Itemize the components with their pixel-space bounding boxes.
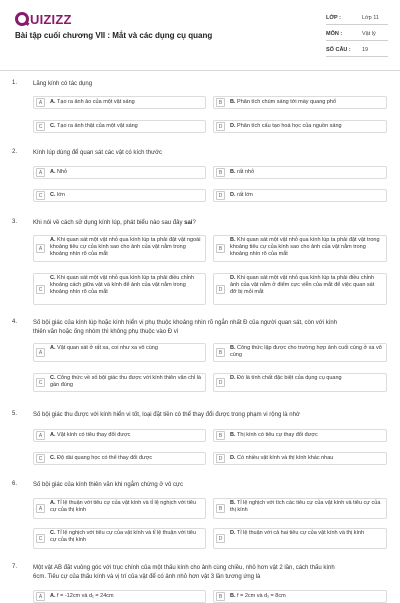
option-letter-badge: B [216,348,225,357]
option-letter-badge: D [216,454,225,463]
question-number: 2. [12,149,18,155]
option-text: D. Phân tích cấu tạo hoá học của nguồn sáng [230,123,342,129]
header-divider [0,70,400,71]
option-text: D. Có nhiều vật kính và thị kính khác nhau [230,455,334,461]
meta-label: LỚP : [326,15,341,21]
meta-underline [326,24,388,25]
answer-option-d[interactable] [213,120,387,133]
answer-option-d[interactable] [213,528,387,549]
option-letter-badge: D [216,534,225,543]
answer-option-a[interactable] [33,235,206,262]
answer-option-b[interactable] [213,498,387,519]
option-text: D. rất lớn [230,192,253,198]
meta-value: Lớp 11 [362,15,379,21]
worksheet-header [0,0,400,66]
question-number: 7. [12,564,18,570]
meta-label: SỐ CÂU : [326,47,351,53]
answer-option-c[interactable] [33,273,206,305]
option-letter-badge: D [216,191,225,200]
question-text: Kính lúp dùng để quan sát các vật có kích thước [33,150,163,156]
option-text: C. Tạo ra ảnh thật của một vật sáng [50,123,138,129]
option-text: D. Khi quan sát một vật nhỏ qua kính lúp ta phải điều chỉnh ảnh của vật nằm ở điểm cực viễn của mắt để việc quan sát đỡ bị mỏi mắt [230,275,375,295]
question-text: Số bội giác thu được với kính hiển vi tốt, loại đặt tiền có thể thay đổi được trong phạm vi rộng là nhờ [33,412,300,418]
option-letter-badge: C [36,454,45,463]
option-letter-badge: C [36,285,45,294]
option-text: B. Thị kính có tiêu cự thay đổi được [230,432,318,438]
answer-option-a[interactable] [33,96,206,109]
meta-value: Vật lý [362,31,376,37]
option-text: D. Tỉ lệ thuận với cả hai tiêu cự của vật kính và thị kính [230,530,365,536]
option-letter-badge: B [216,168,225,177]
answer-option-c[interactable] [33,528,206,549]
answer-option-b[interactable] [213,429,387,442]
option-letter-badge: D [216,122,225,131]
option-text: B. Khi quan sát một vật nhỏ qua kính lúp ta phải đặt vật trong khoảng tiêu cự của kính sao cho ảnh của vật nằm trong khoảng nhìn rõ của mắt [230,237,380,257]
option-letter-badge: A [36,504,45,513]
answer-option-c[interactable] [33,373,206,392]
answer-option-a[interactable] [33,498,206,519]
option-letter-badge: A [36,431,45,440]
option-text: A. f = -12cm và d₁ = 24cm [50,593,114,599]
option-text: C. Độ dài quang học có thể thay đổi được [50,455,153,461]
answer-option-c[interactable] [33,452,206,465]
option-letter-badge: A [36,168,45,177]
question-text: Khi nói về cách sử dụng kính lúp, phát biểu nào sau đây sai? [33,220,196,226]
answer-option-d[interactable] [213,189,387,202]
option-text: B. Tỉ lệ nghịch với tích các tiêu cự của vật kính và tiêu cự của thị kính [230,500,381,513]
quizizz-logo [15,10,72,28]
meta-label: MÔN : [326,31,343,37]
option-text: A. Vật quan sát ở rất xa, coi như xa vô cùng [50,345,158,351]
question-number: 1. [12,80,18,86]
meta-underline [326,56,388,57]
option-letter-badge: A [36,98,45,107]
option-text: B. rất nhỏ [230,169,255,175]
option-letter-badge: B [216,504,225,513]
question-number: 3. [12,219,18,225]
answer-option-c[interactable] [33,189,206,202]
question-text: Lăng kính có tác dụng [33,81,93,87]
answer-option-a[interactable] [33,343,206,362]
question-text: Một vật AB đặt vuông góc với trục chính của một thấu kính cho ảnh cùng chiều, nhỏ hơn vật 2 lần, cách thấu kính 6cm. Tiêu cự của thấu kính và vị trí của vật để có ảnh nhỏ hơn vật 3 lần tương ứng là [33,565,335,580]
option-letter-badge: A [36,348,45,357]
option-text: B. f = 2cm và d₁ = 8cm [230,593,286,599]
answer-option-b[interactable] [213,166,387,179]
question-number: 4. [12,319,18,325]
option-letter-badge: B [216,592,225,601]
option-text: A. Tạo ra ảnh ảo của một vật sáng [50,99,135,105]
meta-underline [326,40,388,41]
option-letter-badge: C [36,534,45,543]
option-letter-badge: C [36,378,45,387]
question-text: Số bội giác của kính lúp hoặc kính hiển vi phụ thuộc khoảng nhìn rõ ngắn nhất Đ của người quan sát, còn với kính thiên văn hoặc ống nhòm thì không phụ thuộc vào Đ vì [33,320,338,335]
answer-option-b[interactable] [213,96,387,109]
logo-q-icon [15,12,29,26]
answer-option-a[interactable] [33,429,206,442]
answer-option-b[interactable] [213,590,387,603]
option-text: D. Đó là tính chất đặc biệt của dụng cụ quang [230,375,342,381]
meta-value: 19 [362,47,369,53]
answer-option-d[interactable] [213,273,387,305]
question-number: 6. [12,481,18,487]
answer-option-b[interactable] [213,235,387,262]
option-letter-badge: B [216,244,225,253]
option-text: A. Khi quan sát một vật nhỏ qua kính lúp ta phải đặt vật ngoài khoảng tiêu cự của kính sao cho ảnh của vật nằm trong khoảng nhìn rõ của mắt [50,237,201,257]
answer-option-d[interactable] [213,452,387,465]
quiz-title: Bài tập cuối chương VII : Mắt và các dụng cụ quang [15,31,213,40]
answer-option-a[interactable] [33,166,206,179]
answer-option-a[interactable] [33,590,206,603]
option-letter-badge: D [216,378,225,387]
option-letter-badge: A [36,592,45,601]
answer-option-c[interactable] [33,120,206,133]
option-text: C. Tỉ lệ nghịch với tiêu cự của vật kính và tỉ lệ thuận với tiêu cự của thị kính [50,530,197,543]
option-text: B. Công thức lập được cho trường hợp ảnh cuối cùng ở xa vô cùng [230,345,382,358]
answer-option-d[interactable] [213,373,387,392]
option-letter-badge: C [36,191,45,200]
option-letter-badge: B [216,98,225,107]
logo-text: UIZIZZ [30,11,72,27]
option-text: C. Khi quan sát một vật nhỏ qua kính lúp ta phải điều chỉnh khoảng cách giữa vật và kính để ảnh của vật nằm trong khoảng nhìn rõ của mắt [50,275,195,295]
option-text: A. Nhỏ [50,169,68,175]
option-letter-badge: A [36,244,45,253]
option-text: C. lớn [50,192,65,198]
answer-option-b[interactable] [213,343,387,362]
option-letter-badge: D [216,285,225,294]
option-letter-badge: C [36,122,45,131]
option-text: C. Công thức về số bội giác thu được với kính thiên văn chỉ là gần đúng [50,375,201,388]
option-text: A. Tỉ lệ thuận với tiêu cự của vật kính và tỉ lệ nghịch với tiêu cự của thị kính [50,500,197,513]
option-text: A. Vật kính có tiêu thay đổi được [50,432,131,438]
option-letter-badge: B [216,431,225,440]
option-text: B. Phân tích chùm sáng tới mày quang phổ [230,99,337,105]
question-number: 5. [12,411,18,417]
question-text: Số bội giác của kính thiên văn khi ngắm chừng ở vô cực [33,482,184,488]
